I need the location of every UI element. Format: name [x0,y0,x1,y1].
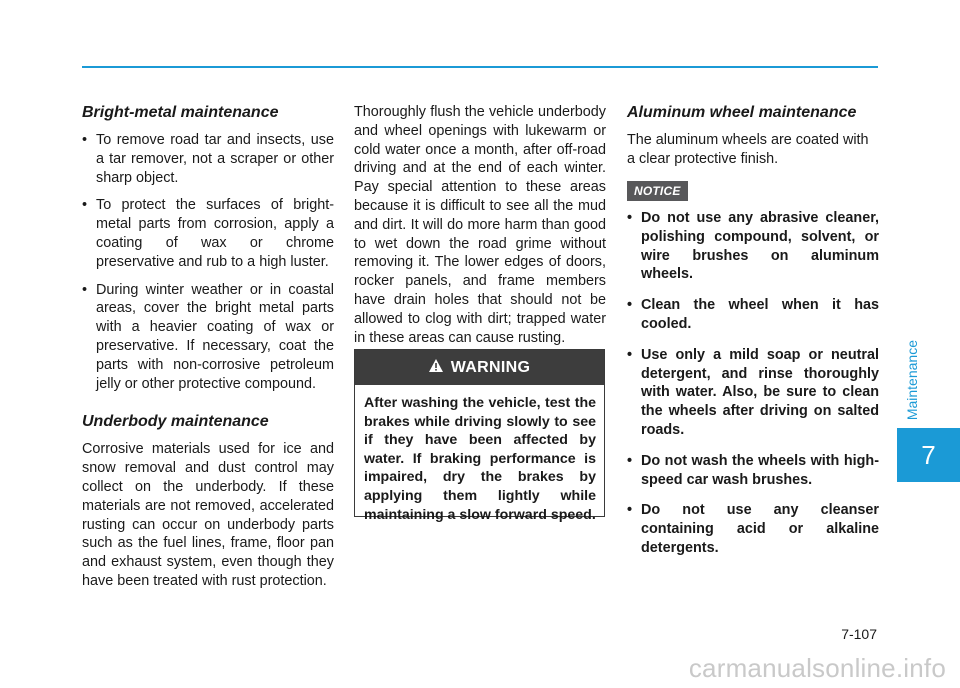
list-item: • Do not use any abrasive cleaner, polishing compound, solvent, or wire brushes on aluminum wheels. [627,209,879,284]
bright-metal-list [82,131,334,393]
column-left [82,104,334,599]
warning-header [355,350,604,385]
warning-text: After washing the vehicle, test the brakes while driving slowly to see if they have been affected by water. If braking performance is impaired, dry the brakes by applying them lightly while maintaining a slow forward speed. [364,395,596,523]
watermark-text: carmanualsonline.info [688,653,946,683]
notice-list-container [627,209,879,570]
header-rule [82,66,878,68]
flush-paragraph: Thoroughly flush the vehicle underbody and wheel openings with lukewarm or cold water once a month, after off-road driving and at the end of each winter. Pay special attention to these areas because it is difficult to see all the mud and dirt. It will do more harm than good to wet down the road grime without removing it. The lower edges of doors, rocker panels, and frame members have drain holes that should not be allowed to clog with dirt; trapped water in these areas can cause rusting. [354,104,606,346]
aluminum-paragraph: The aluminum wheels are coated with a clear protective finish. [627,132,869,167]
heading-bright-metal: Bright-metal maintenance [82,104,279,121]
warning-box [354,349,605,523]
list-item: • Use only a mild soap or neutral detergent, and rinse thoroughly with water. Also, be sure to clean the wheels after driving on salted roads. [627,346,879,440]
heading-aluminum-wheel: Aluminum wheel maintenance [627,104,857,121]
warning-triangle-icon [429,359,443,377]
notice-list [627,209,879,558]
warning-title: WARNING [450,358,531,376]
list-item: • Do not wash the wheels with high-speed car wash brushes. [627,452,879,490]
chapter-tab: 7 [897,428,960,482]
list-item: • To protect the surfaces of bright-metal parts from corrosion, apply a coating of wax or chrome preservative and rub to a high luster. [82,196,334,271]
underbody-paragraph: Corrosive materials used for ice and snow removal and dust control may collect on the underbody. If these materials are not removed, accelerated rusting can occur on underbody parts such as the fuel lines, frame, floor pan and exhaust system, even though they have been treated with rust protection. [82,441,334,589]
column-middle [354,103,606,355]
heading-underbody: Underbody maintenance [82,413,269,431]
list-item: • Clean the wheel when it has cooled. [627,296,879,334]
list-item: • Do not use any cleanser containing acid or alkaline detergents. [627,501,879,557]
sidebar-section-label: Maintenance [904,340,920,421]
column-right [627,104,879,177]
notice-badge: NOTICE [627,181,688,201]
list-item: • During winter weather or in coastal areas, cover the bright metal parts with a heavier coating of wax or preservative. If necessary, coat the parts with non-corrosive petroleum jelly or other protective compound. [82,281,334,394]
list-item: • To remove road tar and insects, use a tar remover, not a scraper or other sharp object. [82,131,334,187]
page-number: 7-107 [841,626,877,642]
